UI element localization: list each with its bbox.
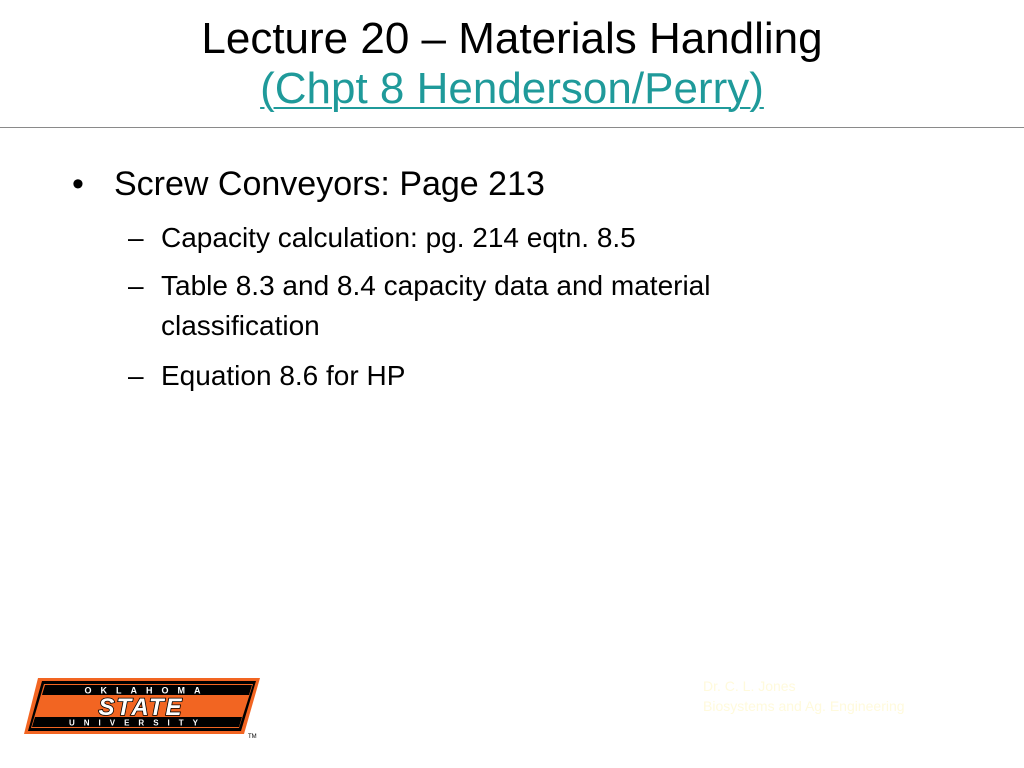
sub-bullet-marker: – <box>128 360 144 391</box>
bullet-marker: • <box>72 165 84 203</box>
sub-bullet-marker: – <box>128 270 144 301</box>
logo-bottom-text: UNIVERSITY <box>68 718 208 728</box>
oklahoma-state-logo <box>22 676 262 740</box>
footer-department: Biosystems and Ag. Engineering <box>703 698 905 714</box>
title-divider <box>0 127 1024 128</box>
sub-bullet-text: Equation 8.6 for HP <box>161 360 406 391</box>
sub-bullet-text: classification <box>161 310 320 341</box>
sub-bullet-text: Table 8.3 and 8.4 capacity data and material <box>161 270 711 301</box>
logo-top-text: OKLAHOMA <box>84 685 210 696</box>
logo-trademark: TM <box>248 734 257 740</box>
sub-bullet-text: Capacity calculation: pg. 214 eqtn. 8.5 <box>161 222 636 253</box>
logo-main-text: STATE <box>98 694 184 721</box>
slide-title-block <box>0 14 1024 114</box>
bullet-text: Screw Conveyors: Page 213 <box>114 165 545 203</box>
chapter-reference-link[interactable]: (Chpt 8 Henderson/Perry) <box>260 64 764 113</box>
sub-bullet-marker: – <box>128 222 144 253</box>
slide-title: Lecture 20 – Materials Handling <box>201 14 823 63</box>
footer-author: Dr. C. L. Jones <box>703 678 796 694</box>
slide-footer <box>703 676 905 716</box>
